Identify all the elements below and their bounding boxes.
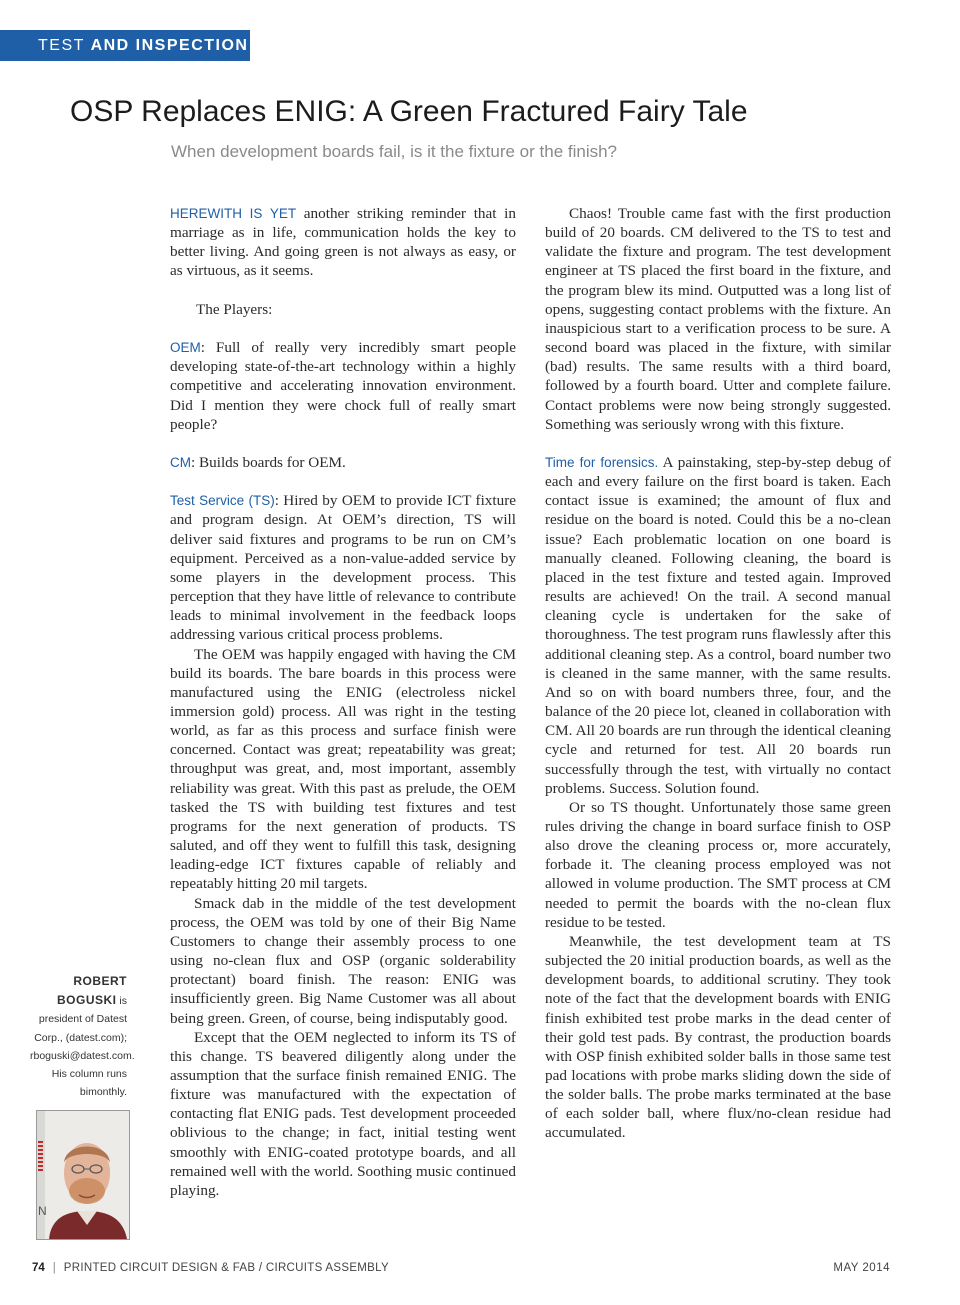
publication-name: PRINTED CIRCUIT DESIGN & FAB / CIRCUITS ASSEMBLY	[63, 1262, 389, 1274]
meanwhile-paragraph: Meanwhile, the test development team at TS subjected the 20 initial production boards, as well as the development boards, to additional scrutiny. They took note of the fact that the development boards with ENIG finish exhibited test probe marks in the dead center of their gold test pads. By contrast, the production boards with OSP finish exhibited solder balls in those same test pad locations with probe marks sliding down the side of the solder balls. The probe marks terminated at the base of each solder ball, where flux/no-clean residue had accumulated.	[545, 932, 891, 1142]
except-paragraph: Except that the OEM neglected to inform its TS of this change. TS beavered diligently along under the assumption that the surface finish remained ENIG. The fixture was manufactured with the expectation of contacting flat ENIG pads. Test development proceeded oblivious to the change; in fact, initial testing went smoothly with ENIG-coated prototype boards, and all remained well with the world. Soothing music continued playing.	[170, 1028, 516, 1199]
author-name-last: BOGUSKI	[56, 993, 117, 1008]
ts-lead: Test Service (TS)	[170, 493, 275, 509]
ts-text: : Hired by OEM to provide ICT fixture and program design. At OEM’s direction, TS will deliver said fixtures and programs to be run on CM’s equipment. Perceived as a non-value-added service by some players in the development process. This perception that they have little of relevance to contribute leads to minimal involvement in the feedback loops addressing various critical process problems.	[170, 492, 516, 644]
author-photo	[36, 1110, 130, 1240]
author-portrait-image	[37, 1111, 129, 1239]
article-title: OSP Replaces ENIG: A Green Fractured Fairy Tale	[70, 95, 748, 128]
chaos-paragraph: Chaos! Trouble came fast with the first production build of 20 boards. CM delivered to the TS to test and validate the fixture and program. The test development engineer at TS placed the first board in the fixture, and the program blew its mind. Outputted was a long list of opens, suggesting contact problems with the fixture. An inauspicious start to a verification process to be sure. A second board was placed in the fixture, with similar (bad) results. The same results with a third board, followed by a fourth board. Utter and complete failure. Contact problems were now being strongly suggested. Something was seriously wrong with this fixture.	[545, 205, 891, 433]
intro-text: another striking reminder that in marriage as in life, communication holds the key to better living. And going green is not always as easy, or as virtuous, as it seems.	[170, 205, 516, 280]
intro-paragraph	[170, 204, 516, 281]
cm-text: : Builds boards for OEM.	[191, 453, 346, 471]
smack-paragraph: Smack dab in the middle of the test development process, the OEM was told by one of their Big Name Customers to change their assembly process to one using no-clean flux and OSP (organic solderability protectant) board finish. The reason: ENIG was insufficiently green. Big Name Customer was all about being green. Green, of course, being indisputably good.	[170, 894, 516, 1027]
oem-lead: OEM	[170, 340, 201, 356]
forensics-lead: Time for forensics.	[545, 455, 659, 471]
issue-date: MAY 2014	[833, 1262, 890, 1274]
author-name-first: ROBERT	[73, 974, 127, 988]
section-prefix: TEST	[38, 37, 85, 54]
forensics-paragraph	[545, 453, 891, 798]
page-number: 74	[32, 1262, 45, 1274]
players-heading: The Players:	[196, 300, 273, 318]
forensics-text: A painstaking, step-by-step debug of each and every failure on the first board is taken. Each contact issue is examined; the amount of flux and residue on the board is noted. Could this be a no-clean issue? Each problematic location on one board is manually cleaned. Following cleaning, the board is placed in the test fixture and tested again. Improved results are achieved! On the trail. A second manual cleaning cycle is undertaken for the sake of thoroughness. The test program runs flawlessly after this additional cleaning step. As a control, board number two is cleaned in the same manner, with the same results. And so on with board numbers three, four, and the balance of the 20 piece lot, cleaned in collaboration with CM. All 20 boards are run through the identical cleaning cycle and returned for test. All 20 boards run successfully through the test, with virtually no contact problems. Success. Solution found.	[545, 454, 892, 797]
photo-mark: N	[38, 1204, 47, 1218]
ts-paragraph	[170, 491, 516, 644]
section-banner	[0, 30, 250, 61]
article-subtitle: When development boards fail, is it the fixture or the finish?	[171, 142, 618, 161]
intro-lead: HEREWITH IS YET	[170, 206, 297, 221]
oem-happy-paragraph: The OEM was happily engaged with having the CM build its boards. The bare boards in this process were manufactured using the ENIG (electroless nickel immersion gold) process. All was right in the testing world, as far as this process and surface finish were concerned. Contact was great; repeatability was great; throughput was great, and, most important, assembly reliability was great. With this past as prelude, the OEM tasked the TS with building test fixtures and test programs for the next generation of products. TS saluted, and off they went to fulfill this task, designing leading-edge ICT fixtures capable of reliably and repeatably hitting 20 mil targets.	[170, 645, 516, 893]
cm-lead: CM	[170, 454, 191, 470]
orso-paragraph: Or so TS thought. Unfortunately those same green rules driving the change in board surface finish to OSP also drove the cleaning process or, more accurately, forbade it. The cleaning process employed was not allowed in volume production. The SMT process at CM needed to permit the boards with the no-clean flux residue to be tested.	[545, 798, 891, 931]
oem-paragraph	[170, 338, 516, 434]
page-footer	[32, 1262, 890, 1274]
section-bold: AND INSPECTION	[90, 37, 249, 54]
cm-paragraph	[170, 453, 516, 472]
author-bio-text: is president of Datest Corp., (datest.com); rboguski@datest.com. His column runs bimonthly.	[30, 995, 135, 1099]
author-bio	[30, 972, 135, 1101]
footer-separator: |	[52, 1262, 56, 1274]
column-right	[545, 204, 891, 1143]
column-left	[170, 204, 516, 1200]
oem-text: : Full of really very incredibly smart people developing state-of-the-art technology within a highly competitive and accelerating innovation environment. Did I mention they were chock full of really smart people?	[170, 339, 516, 433]
